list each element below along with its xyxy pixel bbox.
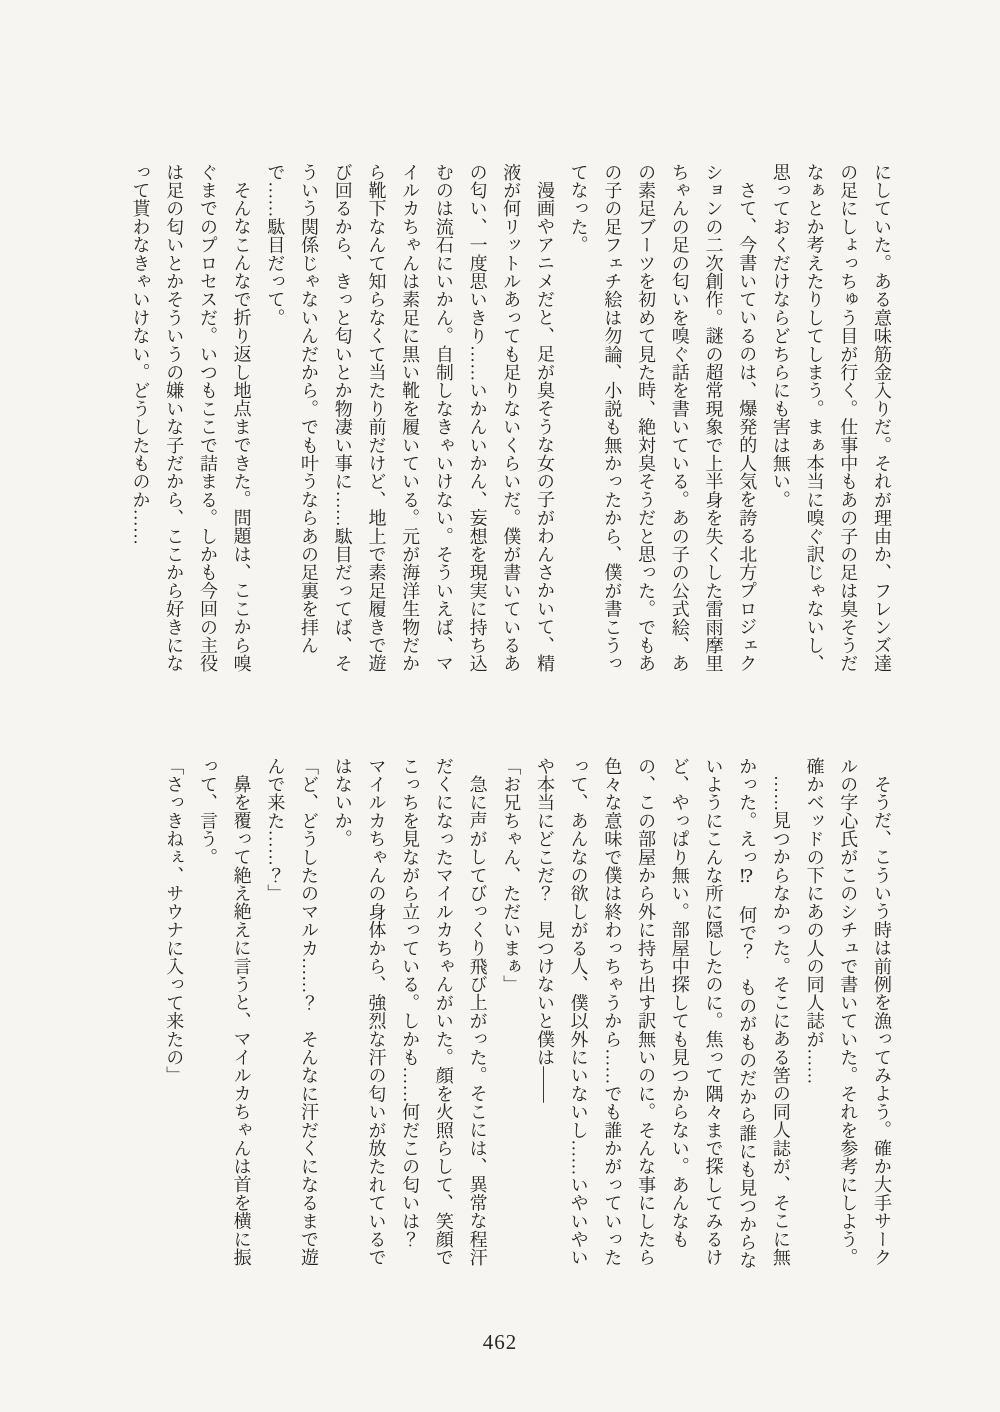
paragraph: そうだ、こういう時は前例を漁ってみよう。確か大手サークルの字心氏がこのシチュで書いていた。それを参考にしよう。確かベッドの下にあの人の同人誌が……	[804, 757, 892, 1267]
text-band-bottom	[146, 757, 898, 1275]
paragraph: さて、今書いているのは、爆発的人気を誇る北方プロジェクションの二次創作。謎の超常現象で上半身を失くした雷雨摩里ちゃんの足の匂いを嗅ぐ話を書いている。あの子の公式絵、あの素足ブーツを初めて見た時、絶対臭そうだと思った。でもあの子の足フェチ絵は勿論、小説も無かったから、僕が書こうってなった。	[568, 163, 758, 673]
paragraph: 「さっきねぇ、サウナに入って来たの」	[164, 757, 185, 1085]
paragraph: にしていた。ある意味筋金入りだ。それが理由か、フレンズ達の足にしょっちゅう目が行く。仕事中もあの子の足は臭そうだなぁとか考えたりしてしまう。まぁ本当に嗅ぐ訳じゃないし、思っておくだけならどちらにも害は無い。	[770, 163, 892, 673]
page-number: 462	[482, 1330, 518, 1354]
text-band-top	[120, 163, 898, 679]
paragraph: 急に声がしてびっくり飛び上がった。そこには、異常な程汗だくになったマイルカちゃんがいた。顔を火照らして、笑顔でこっちを見ながら立っている。しかも……何だこの匂いは？ マイルカちゃんの身体から、強烈な汗の匂いが放たれているではないか。	[332, 757, 488, 1267]
paragraph: ……見つからなかった。そこにある筈の同人誌が、そこに無かった。えっ⁉ 何で？ ものがものだから誰にも見つからないようにこんな所に隠したのに。焦って隅々まで探してみるけど、やっぱり無い。部屋中探しても見つからない。あんなもの、この部屋から外に持ち出す訳無いのに。そんな事にしたら色々な意味で僕は終わっちゃうから……でも誰かがっていったって、あんなの欲しがる人、僕以外にいないし……いやいやいや本当にどこだ？ 見つけないと僕は――	[534, 757, 791, 1270]
paragraph: 「お兄ちゃん、ただいまぁ」	[501, 757, 522, 994]
paragraph: 漫画やアニメだと、足が臭そうな女の子がわんさかいて、精液が何リットルあっても足りないくらいだ。僕が書いているあの匂い、一度思いきり……いかんいかん、妄想を現実に持ち込むのは流石にいかん。自制しなきゃいけない。そういえば、マイルカちゃんは素足に黒い靴を履いている。元が海洋生物だから靴下なんて知らなくて当たり前だけど、地上で素足履きで遊び回るから、きっと匂いとか物凄い事に……駄目だってば、そういう関係じゃないんだから。でも叶うならあの足裏を拝んで……駄目だって。	[265, 163, 555, 673]
paragraph: そんなこんなで折り返し地点まできた。問題は、ここから嗅ぐまでのプロセスだ。いつもここで詰まる。しかも今回の主役は足の匂いとかそういうの嫌いな子だから、ここから好きになって貰わなきゃいけない。どうしたものか……	[130, 163, 252, 673]
paragraph: 「ど、どうしたのマルカ……？ そんなに汗だくになるまで遊んで来た……？」	[265, 757, 320, 1267]
paragraph: 鼻を覆って絶え絶えに言うと、マイルカちゃんは首を横に振って、言う。	[197, 757, 252, 1267]
